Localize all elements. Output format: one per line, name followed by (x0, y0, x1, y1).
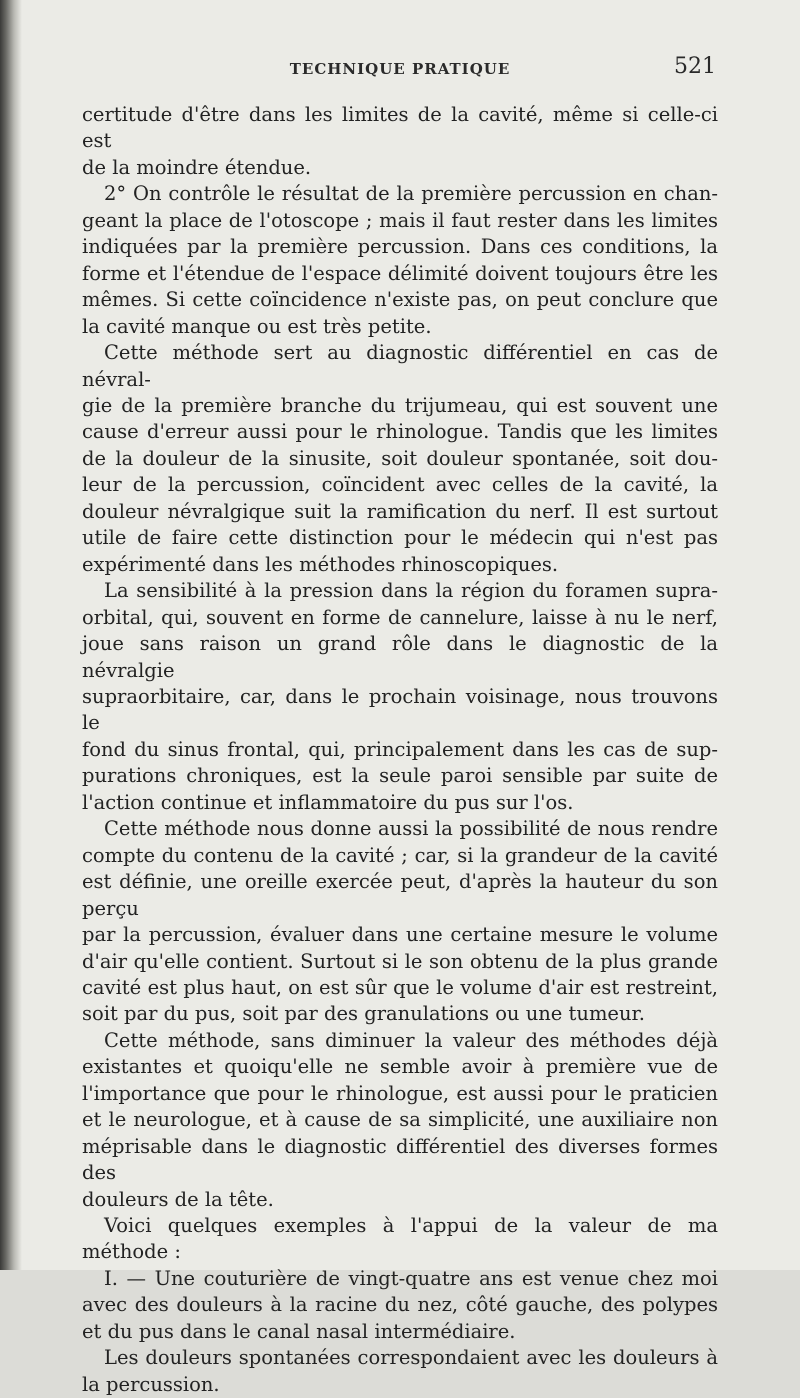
text-line: de la douleur de la sinusite, soit douleur spontanée, soit dou- (82, 446, 718, 470)
text-line: Voici quelques exemples à l'appui de la valeur de ma (104, 1214, 718, 1238)
text-line: orbital, qui, souvent en forme de cannelure, laisse à nu le nerf, (82, 605, 718, 629)
text-line: l'importance que pour le rhinologue, est aussi pour le praticien (82, 1081, 718, 1105)
text-line: expérimenté dans les méthodes rhinoscopiques. (82, 552, 559, 576)
text-line: douleur névralgique suit la ramification du nerf. Il est surtout (82, 499, 718, 523)
page-number: 521 (674, 54, 716, 79)
text-line: méprisable dans le diagnostic différentiel des diverses formes des (82, 1134, 718, 1185)
text-line: certitude d'être dans les limites de la cavité, même si celle-ci est (82, 103, 718, 153)
text-line: et le neurologue, et à cause de sa simplicité, une auxiliaire non (82, 1108, 718, 1132)
text-line: avec des douleurs à la racine du nez, côté gauche, des polypes (82, 1293, 718, 1317)
text-line: d'air qu'elle contient. Surtout si le son obtenu de la plus grande (82, 949, 718, 973)
text-line: est définie, une oreille exercée peut, d'après la hauteur du son perçu (82, 870, 718, 920)
text-line: la percussion. (82, 1372, 220, 1396)
running-title: TECHNIQUE PRATIQUE (289, 60, 511, 78)
text-line: I. — Une couturière de vingt-quatre ans est venue chez moi (104, 1266, 718, 1290)
binding-shadow (0, 0, 22, 1270)
text-line: Cette méthode, sans diminuer la valeur des méthodes déjà (104, 1028, 718, 1052)
text-line: gie de la première branche du trijumeau, qui est souvent une (82, 393, 718, 417)
text-line: douleurs de la tête. (82, 1187, 274, 1211)
text-line: 2° On contrôle le résultat de la première percussion en chan- (104, 182, 718, 206)
text-line: existantes et quoiqu'elle ne semble avoir à première vue de (82, 1055, 718, 1079)
text-line: forme et l'étendue de l'espace délimité doivent toujours être les (82, 261, 718, 285)
text-line: cause d'erreur aussi pour le rhinologue. Tandis que les limites (82, 420, 718, 444)
page-header (84, 54, 716, 86)
text-line: cavité est plus haut, on est sûr que le volume d'air est restreint, (82, 975, 718, 999)
text-line: purations chroniques, est la seule paroi sensible par suite de (82, 764, 718, 788)
text-line: La sensibilité à la pression dans la région du foramen supra- (104, 579, 718, 603)
text-line: soit par du pus, soit par des granulations ou une tumeur. (82, 1002, 645, 1026)
text-line: utile de faire cette distinction pour le médecin qui n'est pas (82, 526, 718, 550)
text-line: Cette méthode sert au diagnostic différentiel en cas de névral- (82, 341, 718, 391)
text-line: joue sans raison un grand rôle dans le diagnostic de la névralgie (82, 632, 718, 682)
text-line: geant la place de l'otoscope ; mais il faut rester dans les limites (82, 208, 718, 232)
text-line: mêmes. Si cette coïncidence n'existe pas, on peut conclure que (82, 288, 718, 312)
text-line: l'action continue et inflammatoire du pus sur l'os. (82, 790, 574, 814)
text-line: par la percussion, évaluer dans une certaine mesure le volume (82, 923, 718, 947)
text-line: supraorbitaire, car, dans le prochain voisinage, nous trouvons le (82, 684, 718, 735)
text-line: Les douleurs spontanées correspondaient avec les douleurs à (104, 1346, 718, 1370)
text-line: leur de la percussion, coïncident avec celles de la cavité, la (82, 473, 718, 497)
text-line: indiquées par la première percussion. Dans ces conditions, la (82, 235, 718, 259)
text-line: Cette méthode nous donne aussi la possibilité de nous rendre (104, 817, 718, 841)
text-line: et du pus dans le canal nasal intermédiaire. (82, 1319, 516, 1343)
text-line: fond du sinus frontal, qui, principalement dans les cas de sup- (82, 737, 718, 761)
text-line: la cavité manque ou est très petite. (82, 314, 432, 338)
text-line: méthode : (82, 1240, 181, 1264)
body-text (82, 102, 718, 1398)
text-line: compte du contenu de la cavité ; car, si la grandeur de la cavité (82, 843, 718, 867)
text-line: de la moindre étendue. (82, 155, 312, 179)
